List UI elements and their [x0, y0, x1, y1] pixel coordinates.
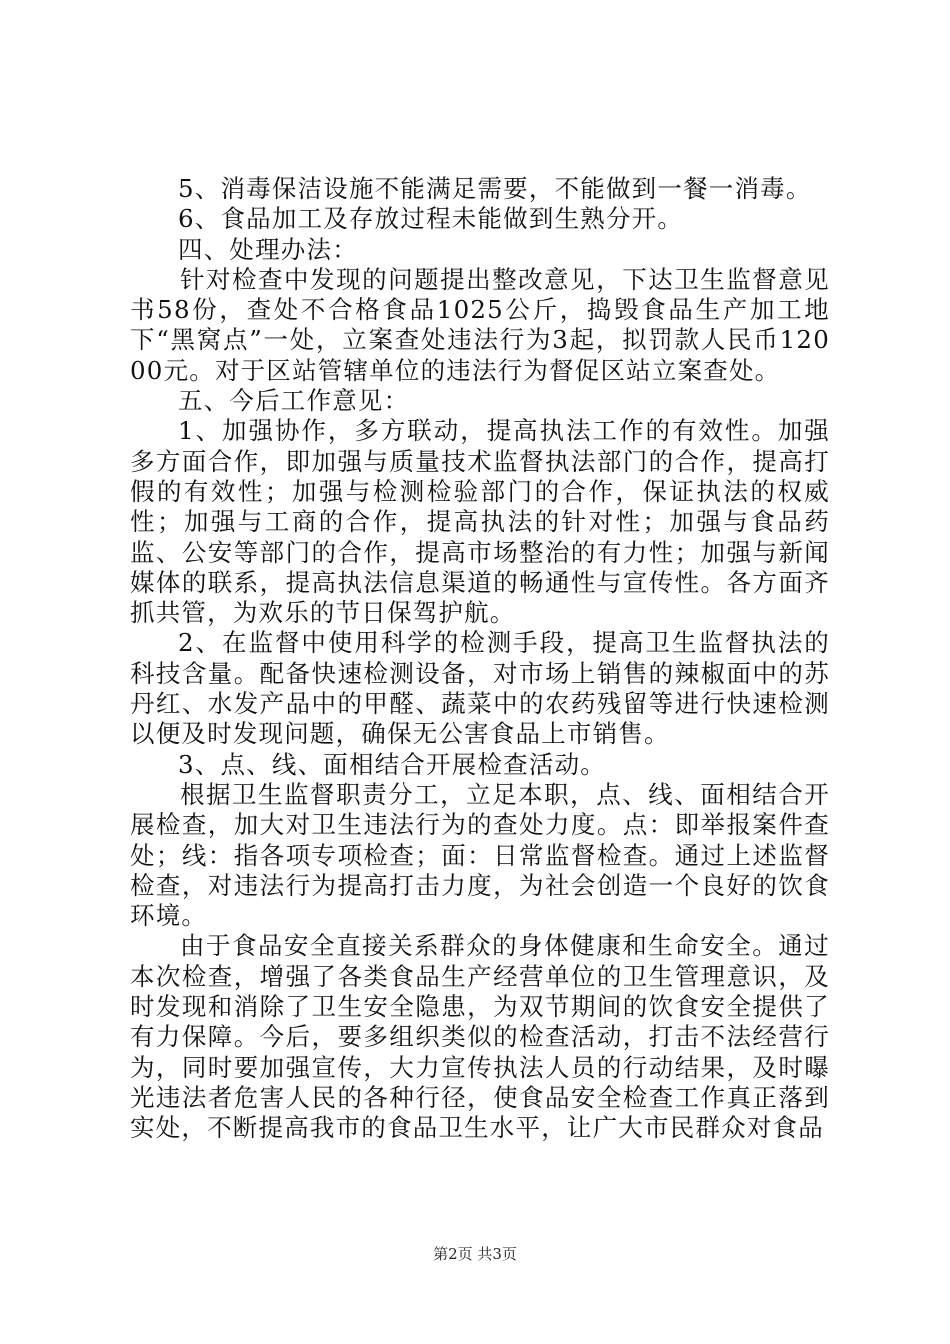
paragraph-future-item-2: 2、在监督中使用科学的检测手段，提高卫生监督执法的科技含量。配备快速检测设备，对市场上销售的辣椒面中的苏丹红、水发产品中的甲醛、蔬菜中的农药残留等进行快速检测以便及时发现问题，确保无公害食品上市销售。: [130, 628, 830, 749]
paragraph-handling-details: 针对检查中发现的问题提出整改意见，下达卫生监督意见书58份，查处不合格食品1025公斤，捣毁食品生产加工地下“黑窝点”一处，立案查处违法行为3起，拟罚款人民币12000元。对于区站管辖单位的违法行为督促区站立案查处。: [130, 264, 830, 385]
paragraph-future-item-1: 1、加强协作，多方联动，提高执法工作的有效性。加强多方面合作，即加强与质量技术监督执法部门的合作，提高打假的有效性；加强与检测检验部门的合作，保证执法的权威性；加强与工商的合作，提高执法的针对性；加强与食品药监、公安等部门的合作，提高市场整治的有力性；加强与新闻媒体的联系，提高执法信息渠道的畅通性与宣传性。各方面齐抓共管，为欢乐的节日保驾护航。: [130, 416, 830, 628]
paragraph-future-item-3: 3、点、线、面相结合开展检查活动。: [178, 749, 606, 779]
section-heading-handling: 四、处理办法：: [178, 234, 358, 264]
page-number-footer: 第2页 共3页: [433, 1245, 517, 1263]
section-heading-future-work: 五、今后工作意见：: [178, 386, 410, 416]
paragraph-inspection-approach: 根据卫生监督职责分工，立足本职，点、线、面相结合开展检查，加大对卫生违法行为的查处力度。点：即举报案件查处；线：指各项专项检查；面：日常监督检查。通过上述监督检查，对违法行为提高打击力度，为社会创造一个良好的饮食环境。: [130, 779, 830, 931]
paragraph-item-5: 5、消毒保洁设施不能满足需要，不能做到一餐一消毒。: [178, 174, 812, 203]
paragraph-conclusion: 由于食品安全直接关系群众的身体健康和生命安全。通过本次检查，增强了各类食品生产经营单位的卫生管理意识，及时发现和消除了卫生安全隐患，为双节期间的饮食安全提供了有力保障。今后，要多组织类似的检查活动，打击不法经营行为，同时要加强宣传，大力宣传执法人员的行动结果，及时曝光违法者危害人民的各种行径，使食品安全检查工作真正落到实处，不断提高我市的食品卫生水平，让广大市民群众对食品: [130, 931, 830, 1143]
document-body: [130, 174, 830, 1144]
paragraph-item-6: 6、食品加工及存放过程未能做到生熟分开。: [178, 204, 684, 234]
